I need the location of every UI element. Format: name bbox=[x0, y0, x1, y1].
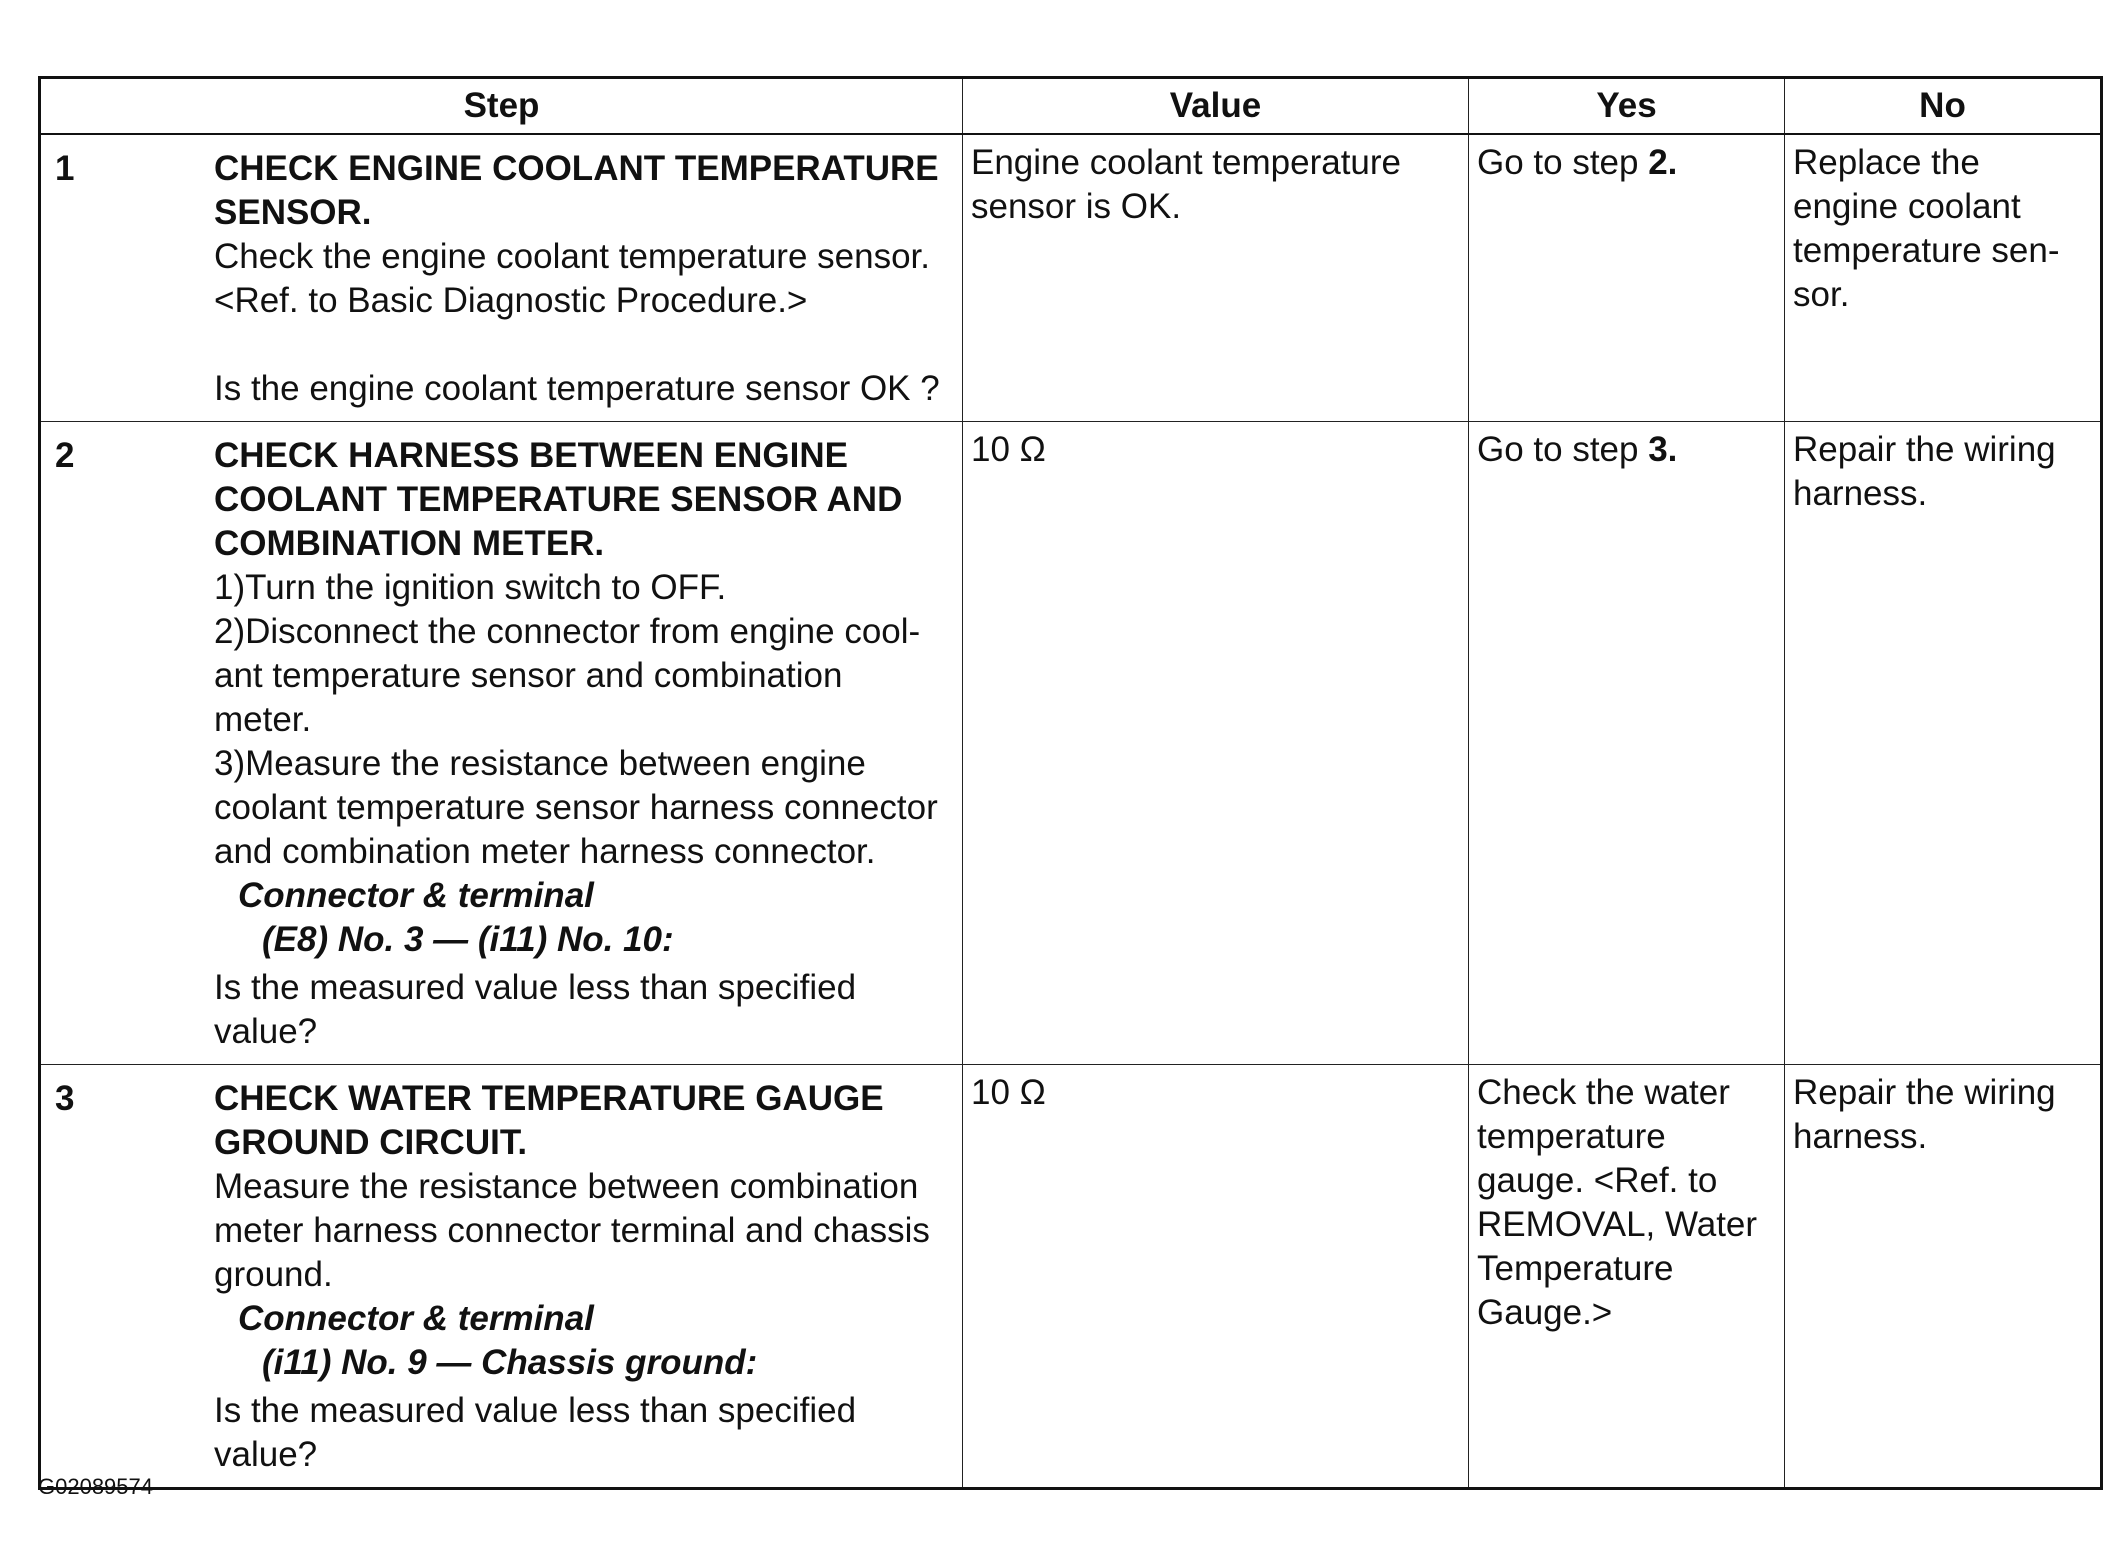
body-line: and combination meter harness connector. bbox=[214, 832, 876, 871]
step-cell bbox=[40, 422, 963, 1065]
connector-terminal-label: Connector & terminal bbox=[238, 1299, 594, 1338]
step-question bbox=[214, 1389, 950, 1477]
heading-line: CHECK ENGINE COOLANT TEMPERATURE bbox=[214, 149, 939, 188]
yes-cell bbox=[1469, 1065, 1785, 1489]
step-body bbox=[214, 1165, 950, 1297]
step-question bbox=[214, 367, 950, 411]
value-cell bbox=[963, 1065, 1469, 1489]
step-text bbox=[214, 141, 954, 417]
body-line: ant temperature sensor and combination bbox=[214, 656, 843, 695]
body-line: Check the engine coolant temperature sensor. bbox=[214, 237, 930, 276]
no-cell bbox=[1785, 422, 2102, 1065]
figure-code: G02089574 bbox=[38, 1474, 153, 1499]
yes-step-ref: 2. bbox=[1648, 143, 1678, 182]
question-line: value? bbox=[214, 1435, 318, 1474]
step-number: 1 bbox=[55, 149, 75, 188]
no-line: temperature sen- bbox=[1793, 231, 2060, 270]
body-line: 2)Disconnect the connector from engine cool- bbox=[214, 612, 921, 651]
no-line: Replace the bbox=[1793, 143, 1980, 182]
value-cell bbox=[963, 422, 1469, 1065]
body-line: ground. bbox=[214, 1255, 333, 1294]
no-line: Repair the wiring bbox=[1793, 1073, 2056, 1112]
heading-line: CHECK WATER TEMPERATURE GAUGE bbox=[214, 1079, 884, 1118]
yes-line: Check the water bbox=[1477, 1073, 1730, 1112]
table-header-row bbox=[40, 78, 2102, 135]
header-step: Step bbox=[40, 78, 963, 135]
diagnostic-table-container bbox=[38, 76, 2100, 1490]
value-line: sensor is OK. bbox=[971, 187, 1182, 226]
table-row-step-1 bbox=[40, 134, 2102, 422]
no-line: harness. bbox=[1793, 474, 1928, 513]
value-line: Engine coolant temperature bbox=[971, 143, 1401, 182]
diagnostic-table bbox=[38, 76, 2103, 1490]
step-cell bbox=[40, 1065, 963, 1489]
heading-line: GROUND CIRCUIT. bbox=[214, 1123, 528, 1162]
question-line: Is the engine coolant temperature sensor OK ? bbox=[214, 369, 940, 408]
step-heading bbox=[214, 1077, 950, 1165]
table-row-step-2 bbox=[40, 422, 2102, 1065]
step-text bbox=[214, 1071, 954, 1483]
yes-line: gauge. <Ref. to bbox=[1477, 1161, 1718, 1200]
question-line: value? bbox=[214, 1012, 318, 1051]
step-question bbox=[214, 966, 950, 1054]
step-body bbox=[214, 566, 950, 874]
no-line: engine coolant bbox=[1793, 187, 2021, 226]
yes-text: Go to step bbox=[1477, 143, 1649, 182]
heading-line: COOLANT TEMPERATURE SENSOR AND bbox=[214, 480, 903, 519]
connector-terminal-value: (E8) No. 3 — (i11) No. 10: bbox=[262, 920, 674, 959]
step-heading bbox=[214, 434, 950, 566]
header-no: No bbox=[1785, 78, 2102, 135]
yes-cell bbox=[1469, 134, 1785, 422]
heading-line: SENSOR. bbox=[214, 193, 372, 232]
body-line: coolant temperature sensor harness connector bbox=[214, 788, 938, 827]
body-line: meter harness connector terminal and chassis bbox=[214, 1211, 930, 1250]
body-line: <Ref. to Basic Diagnostic Procedure.> bbox=[214, 281, 808, 320]
no-line: Repair the wiring bbox=[1793, 430, 2056, 469]
connector-terminal-label: Connector & terminal bbox=[238, 876, 594, 915]
no-line: sor. bbox=[1793, 275, 1850, 314]
yes-text: Go to step bbox=[1477, 430, 1649, 469]
body-line: 3)Measure the resistance between engine bbox=[214, 744, 866, 783]
step-cell bbox=[40, 134, 963, 422]
body-line: 1)Turn the ignition switch to OFF. bbox=[214, 568, 727, 607]
question-line: Is the measured value less than specified bbox=[214, 1391, 857, 1430]
heading-line: CHECK HARNESS BETWEEN ENGINE bbox=[214, 436, 848, 475]
heading-line: COMBINATION METER. bbox=[214, 524, 605, 563]
yes-line: REMOVAL, Water bbox=[1477, 1205, 1758, 1244]
value-line: 10 Ω bbox=[971, 430, 1046, 469]
step-number: 3 bbox=[55, 1079, 75, 1118]
yes-line: temperature bbox=[1477, 1117, 1666, 1156]
step-heading bbox=[214, 147, 950, 235]
step-body bbox=[214, 235, 950, 323]
no-line: harness. bbox=[1793, 1117, 1928, 1156]
step-text bbox=[214, 428, 954, 1060]
header-yes: Yes bbox=[1469, 78, 1785, 135]
no-cell bbox=[1785, 134, 2102, 422]
yes-cell bbox=[1469, 422, 1785, 1065]
yes-line: Gauge.> bbox=[1477, 1293, 1613, 1332]
body-line: Measure the resistance between combination bbox=[214, 1167, 919, 1206]
table-row-step-3 bbox=[40, 1065, 2102, 1489]
header-value: Value bbox=[963, 78, 1469, 135]
connector-terminal-value: (i11) No. 9 — Chassis ground: bbox=[262, 1343, 758, 1382]
no-cell bbox=[1785, 1065, 2102, 1489]
body-line: meter. bbox=[214, 700, 312, 739]
value-line: 10 Ω bbox=[971, 1073, 1046, 1112]
value-cell bbox=[963, 134, 1469, 422]
question-line: Is the measured value less than specified bbox=[214, 968, 857, 1007]
yes-line: Temperature bbox=[1477, 1249, 1674, 1288]
step-number: 2 bbox=[55, 436, 75, 475]
yes-step-ref: 3. bbox=[1648, 430, 1678, 469]
